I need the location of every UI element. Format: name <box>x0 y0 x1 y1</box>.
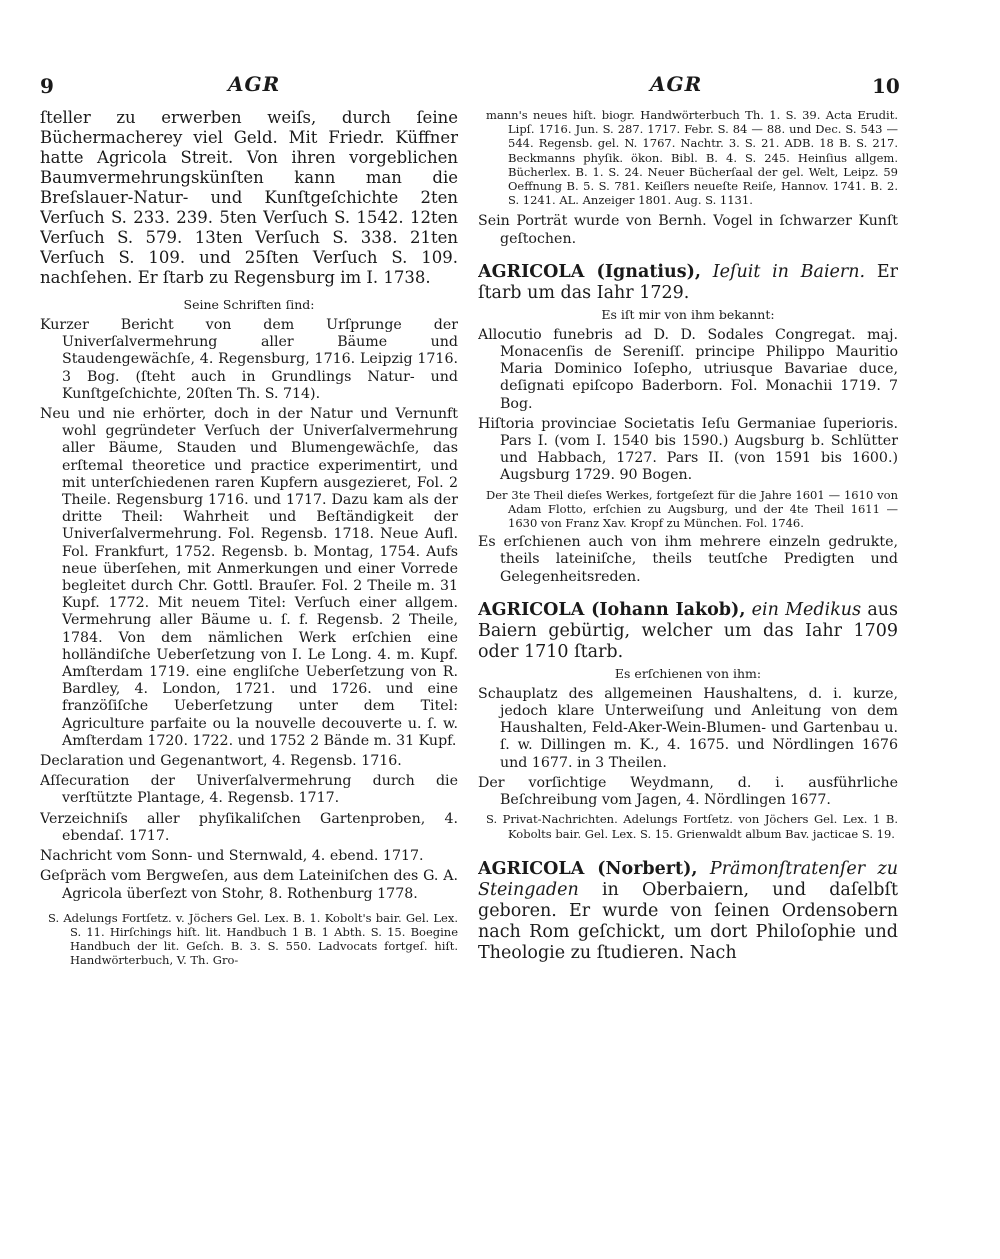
work-entry: Aſſecuration der Univerſalvermehrung durch die verſtützte Plantage, 4. Regensb. 1717. <box>40 773 458 807</box>
works-heading: Seine Schriften ſind: <box>183 297 315 312</box>
right-column <box>478 108 898 1248</box>
sources-note: S. Privat-Nachrichten. Adelungs Fortſetz. von Jöchers Gel. Lex. 1 B. Kobolts bair. Gel. Lex. S. 15. Grienwaldt album Bav. jacticae S. 19. <box>486 812 898 841</box>
continuation-note: Der 3te Theil dieſes Werkes, fortgeſezt für die Jahre 1601 — 1610 von Adam Flotto, erſchien zu Augsburg, und der 4te Theil 1611 — 1630 von Franz Xav. Kropf zu München. Fol. 1746. <box>486 487 898 531</box>
entry-name: AGRICOLA (Norbert), <box>478 858 698 879</box>
work-entry: Verzeichniſs aller phyſikaliſchen Gartenproben, 4. ebendaſ. 1717. <box>40 810 458 844</box>
entry-agricola-norbert <box>478 859 898 964</box>
entry-bio: in Oberbaiern, und daſelbſt geboren. Er wurde von ſeinen Ordensobern nach Rom geſchickt, um dort Philoſophie und Theologie zu ſtudieren. Nach <box>478 879 898 963</box>
entry-role: Ieſuit in Baiern. <box>712 261 866 282</box>
right-headword: AGR <box>650 72 703 96</box>
entry-name: AGRICOLA (Ignatius), <box>478 261 701 282</box>
entry-bio: Er ſtarb um das Iahr 1729. <box>478 261 898 303</box>
portrait-note: Sein Porträt wurde von Bernh. Vogel in ſchwarzer Kunſt geſtochen. <box>478 213 898 247</box>
work-entry: Neu und nie erhörter, doch in der Natur und Vernunft wohl gegründeter Verſuch der Univerſalvermehrung aller Bäume, Stauden und Blumengewächſe, das erſtemal theoretice und practice experimentirt, und mit unterſchiedenen raren Kupfern ausgezieret, Fol. 2 Theile. Regensburg 1716. und 1717. Dazu kam als der dritte Theil: Wahrheit und Beſtändigkeit der Univerſalvermehrung. Fol. Regensb. 1718. Neue Aufl. Fol. Frankfurt, 1752. Regensb. b. Montag, 1754. Aufs neue überſehen, mit Anmerkungen und einer Vorrede begleitet durch Chr. Gottl. Brauſer. Fol. 2 Theile m. 31 Kupf. 1772. Mit neuem Titel: Verſuch einer allgem. Vermehrung aller Bäume u. ſ. f. Regensb. 2 Theile, 1784. Von dem nämlichen Werk erſchien eine holländiſche Ueberſetzung von I. Le Long. 4. m. Kupf. Amſterdam 1719. eine engliſche Ueberſetzung von R. Bardley, 4. London, 1721. und 1726. und eine franzöſiſche Ueberſetzung unter dem Titel: Agriculture parfaite ou la nouvelle decouverte u. ſ. w. Amſterdam 1720. 1722. und 1752 2 Bände m. 31 Kupf. <box>40 406 458 749</box>
right-page-number: 10 <box>872 74 900 98</box>
work-entry: Geſpräch vom Bergweſen, aus dem Lateiniſchen des G. A. Agricola überſezt von Stohr, 8. Rothenburg 1778. <box>40 868 458 902</box>
entry-name: AGRICOLA (Iohann Iakob), <box>478 599 746 620</box>
entry-agricola-ignatius <box>478 262 898 304</box>
work-entry: Nachricht vom Sonn- und Sternwald, 4. ebend. 1717. <box>40 848 424 865</box>
entry-bio: aus Baiern gebürtig, welcher um das Iahr 1709 oder 1710 ſtarb. <box>478 599 898 662</box>
entry-agricola-johann-jakob <box>478 600 898 663</box>
entry-role: ein Medikus <box>751 599 862 620</box>
works-heading: Es erſchienen von ihm: <box>614 665 762 681</box>
left-page-number: 9 <box>40 74 54 98</box>
work-entry: Hiſtoria provinciae Societatis Ieſu Germaniae ſuperioris. Pars I. (vom I. 1540 bis 1590.) Augsburg b. Schlütter und Habbach, 1727. Pars II. (von 1591 bis 1600.) Augsburg 1729. 90 Bogen. <box>478 415 898 484</box>
works-heading: Es iſt mir von ihm bekannt: <box>601 306 775 322</box>
work-entry: Declaration und Gegenantwort, 4. Regensb. 1716. <box>40 753 402 770</box>
sources-note-continued: mann's neues hiſt. biogr. Handwörterbuch Th. 1. S. 39. Acta Erudit. Lipſ. 1716. Jun. S. 287. 1717. Febr. S. 84 — 88. und Dec. S. 543 — 544. Regensb. gel. N. 1767. Nachtr. 3. S. 21. ADB. 18 B. S. 217. Beckmanns phyſik. ökon. Bibl. B. 4. S. 245. Heinſius allgem. Bücherlex. B. 1. S. 24. Neuer Bücherſaal der gel. Welt, Leipz. 59 Oeffnung B. 5. S. 781. Keiſlers neueſte Reiſe, Hannov. 1741. B. 2. S. 1241. AL. Anzeiger 1801. Aug. S. 1131. <box>486 108 898 208</box>
entry-continuation: ſteller zu erwerben weiſs, durch ſeine Büchermacherey viel Geld. Mit Friedr. Küffner hatte Agricola Streit. Von ihren vorgeblichen Baumvermehrungskünſten kann man die Breſslauer-Natur- und Kunſtgeſchichte 2ten Verſuch S. 233. 239. 5ten Verſuch S. 1542. 12ten Verſuch S. 579. 13ten Verſuch S. 338. 21ten Verſuch S. 109. und 25ſten Verſuch S. 109. nachſehen. Er ſtarb zu Regensburg im I. 1738. <box>40 108 458 287</box>
work-entry: Schauplatz des allgemeinen Haushaltens, d. i. kurze, jedoch klare Unterweiſung und Anleitung von dem Haushalten, Feld-Aker-Wein-Blumen- und Gartenbau u. ſ. w. Dillingen m. K., 4. 1675. und Nördlingen 1676 und 1677. in 3 Theilen. <box>478 685 898 771</box>
sources-note: S. Adelungs Fortſetz. v. Jöchers Gel. Lex. B. 1. Kobolt's bair. Gel. Lex. S. 11. Hirſchings hiſt. lit. Handbuch 1 B. 1 Abth. S. 15. Boegine Handbuch der lit. Geſch. B. 3. S. 550. Ladvocats fortgeſ. hiſt. Handwörterbuch, V. Th. Gro- <box>48 910 458 968</box>
closing-note: Es erſchienen auch von ihm mehrere einzeln gedrukte, theils lateiniſche, theils teutſche Predigten und Gelegenheitsreden. <box>478 534 898 585</box>
work-entry: Der vorſichtige Weydmann, d. i. ausführliche Beſchreibung vom Jagen, 4. Nördlingen 1677. <box>478 774 898 809</box>
work-entry: Allocutio funebris ad D. D. Sodales Congregat. maj. Monacenſis de Sereniſſ. principe Philippo Mauritio Maria Dominico Ioſepho, utriusque Bavariae duce, deſignati epiſcopo Baderborn. Fol. Monachii 1719. 7 Bog. <box>478 326 898 412</box>
left-column <box>40 108 458 1248</box>
left-headword: AGR <box>228 72 281 96</box>
entry-role: Prämonſtratenſer zu Steingaden <box>478 858 898 900</box>
work-entry: Kurzer Bericht von dem Urſprunge der Univerſalvermehrung aller Bäume und Staudengewächſe, 4. Regensburg, 1716. Leipzig 1716. 3 Bog. (ſteht auch in Grundlings Natur- und Kunſtgeſchichte, 20ſten Th. S. 714). <box>40 317 458 402</box>
